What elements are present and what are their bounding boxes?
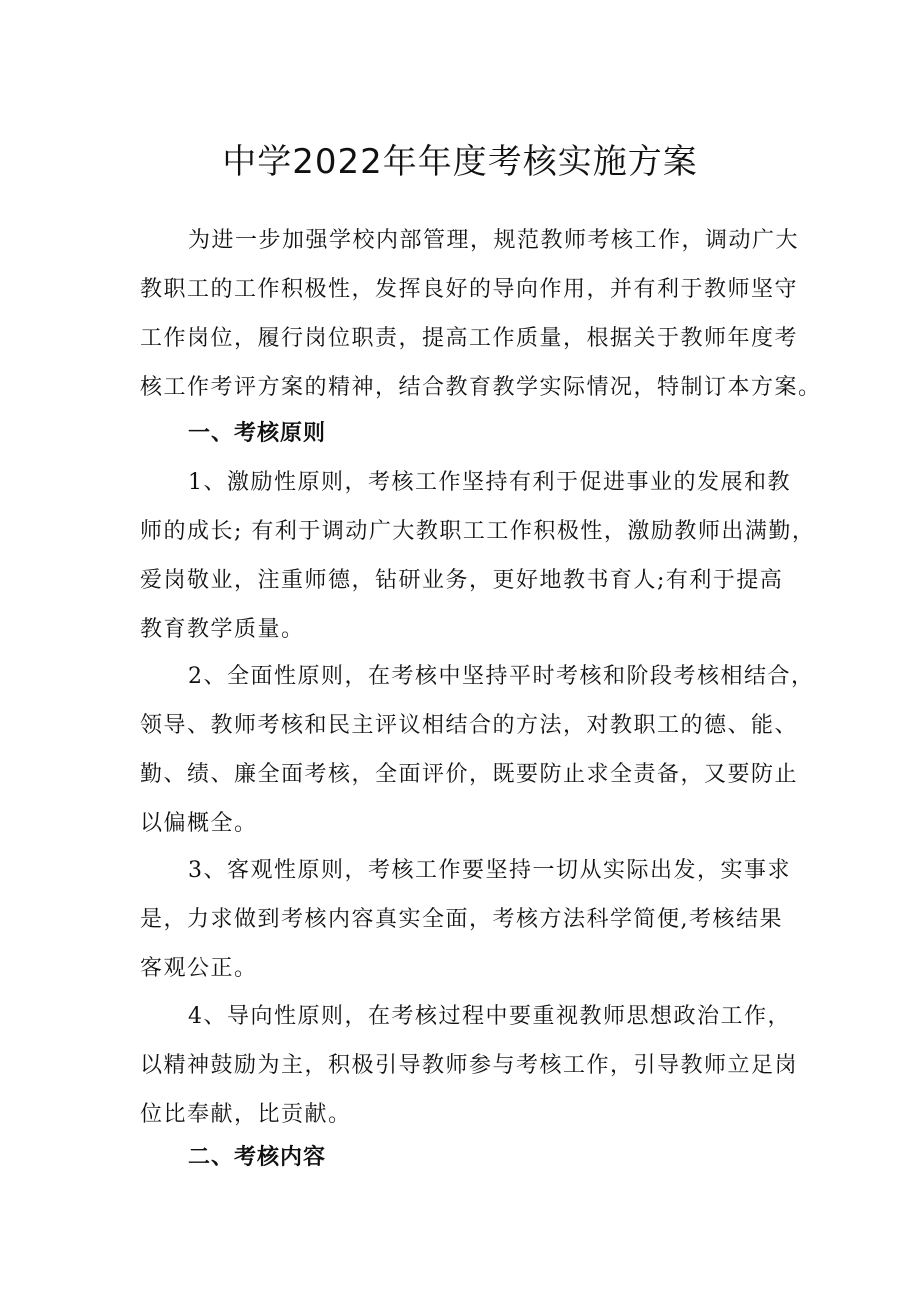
principle-4-paragraph (140, 992, 800, 1139)
intro-line-2: 教职工的工作积极性，发挥良好的导向作用，并有利于教师坚守 (140, 277, 799, 302)
principle-2-line-1: 2、全面性原则，在考核中坚持平时考核和阶段考核相结合， (188, 664, 815, 689)
principle-2-line-3: 勤、绩、廉全面考核，全面评价，既要防止求全责备，又要防止 (140, 762, 799, 787)
principle-2-line-4: 以偏概全。 (140, 811, 258, 836)
intro-line-4: 核工作考评方案的精神，结合教育教学实际情况，特制订本方案。 (140, 375, 822, 400)
principle-1-line-3: 爱岗敬业，注重师德，钻研业务，更好地教书育人;有利于提高 (140, 568, 784, 593)
intro-line-3: 工作岗位，履行岗位职责，提高工作质量，根据关于教师年度考 (140, 326, 799, 351)
principle-3-line-1: 3、客观性原则，考核工作要坚持一切从实际出发，实事求 (188, 858, 791, 883)
principle-1-paragraph (140, 458, 816, 654)
section-heading-principles: 一、考核原则 (188, 421, 327, 446)
principle-4-line-3: 位比奉献，比贡献。 (140, 1102, 352, 1127)
principle-3-line-2: 是，力求做到考核内容真实全面，考核方法科学简便,考核结果 (140, 907, 783, 932)
principle-4-line-1: 4、导向性原则，在考核过程中要重视教师思想政治工作， (188, 1004, 791, 1029)
principle-1-line-2: 师的成长; 有利于调动广大教职工工作积极性，激励教师出满勤， (140, 519, 816, 544)
principle-1-line-4: 教育教学质量。 (140, 617, 305, 642)
intro-line-1: 为进一步加强学校内部管理，规范教师考核工作，调动广大 (188, 228, 800, 253)
principle-1-line-1: 1、激励性原则，考核工作坚持有利于促进事业的发展和教 (188, 470, 791, 495)
principle-2-line-2: 领导、教师考核和民主评议相结合的方法，对教职工的德、能、 (140, 713, 799, 738)
section-heading-content: 二、考核内容 (188, 1145, 327, 1170)
principle-3-paragraph (140, 846, 800, 993)
principle-2-paragraph (140, 652, 815, 848)
principle-4-line-2: 以精神鼓励为主，积极引导教师参与考核工作，引导教师立足岗 (140, 1053, 799, 1078)
intro-paragraph (140, 216, 822, 412)
principle-3-line-3: 客观公正。 (140, 956, 258, 981)
document-title: 中学2022年年度考核实施方案 (222, 142, 698, 182)
